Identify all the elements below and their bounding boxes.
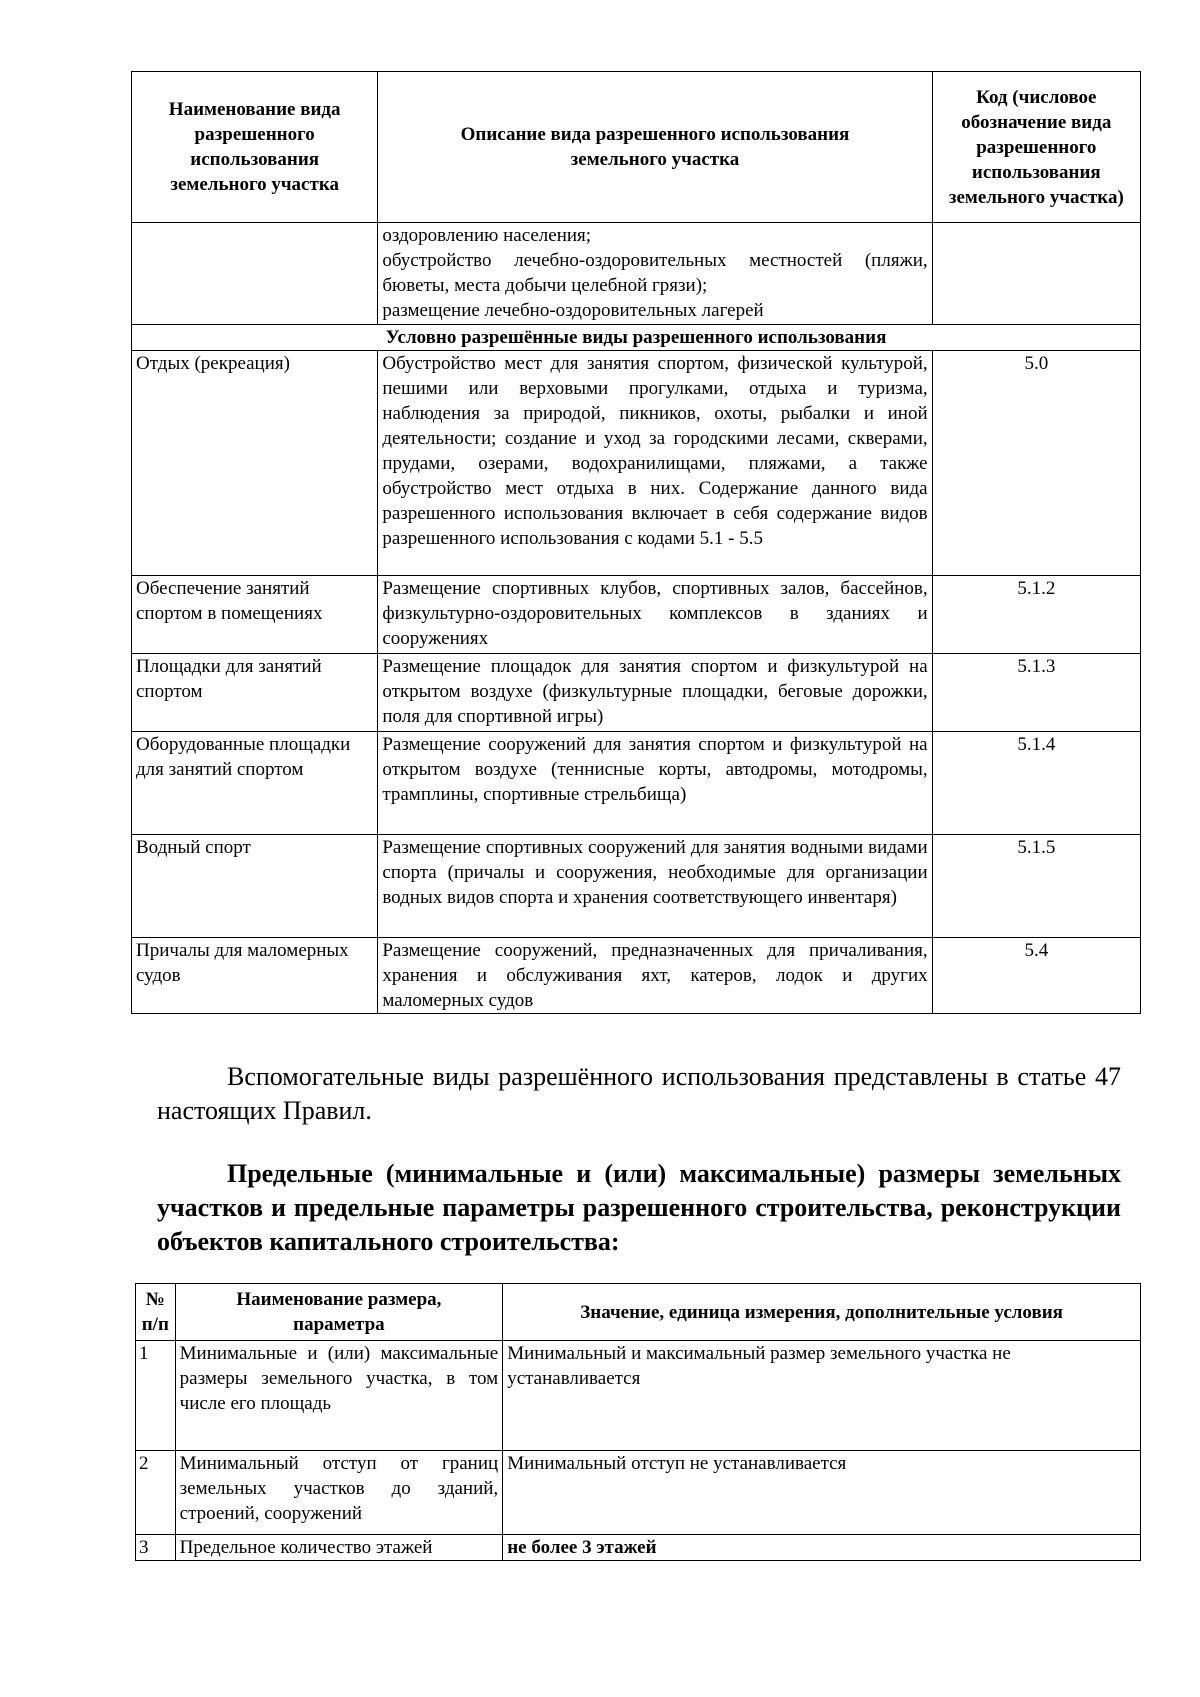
continuation-code (932, 223, 1140, 325)
continuation-line: обустройство лечебно-оздоровительных местностей (пляжи, бюветы, места добычи целебной грязи); (382, 250, 928, 296)
row-value: Минимальный и максимальный размер земельного участка не устанавливается (503, 1341, 1141, 1451)
row-value: Минимальный отступ не устанавливается (503, 1451, 1141, 1535)
row-param-name: Минимальные и (или) максимальные размеры земельного участка, в том числе его площадь (175, 1341, 503, 1451)
table-row (132, 576, 1141, 654)
header-param-name: Наименование размера, параметра (175, 1284, 503, 1341)
parameters-table (135, 1283, 1141, 1561)
table-row-continuation (132, 223, 1141, 325)
header-description: Описание вида разрешенного использования земельного участка (378, 72, 932, 223)
row-code: 5.1.2 (932, 576, 1140, 654)
row-description: Размещение спортивных клубов, спортивных залов, бассейнов, физкультурно-оздоровительных комплексов в зданиях и сооружениях (378, 576, 932, 654)
continuation-line: оздоровлению населения; (382, 225, 592, 246)
table-row (132, 938, 1141, 1014)
header-code: Код (числовое обозначение вида разрешенного использования земельного участка) (932, 72, 1140, 223)
row-name: Оборудованные площадки для занятий спортом (132, 732, 378, 835)
row-description: Размещение сооружений, предназначенных для причаливания, хранения и обслуживания яхт, катеров, лодок и других маломерных судов (378, 938, 932, 1014)
row-description: Размещение сооружений для занятия спортом и физкультурой на открытом воздухе (теннисные корты, автодромы, мотодромы, трамплины, спортивные стрельбища) (378, 732, 932, 835)
row-code: 5.1.3 (932, 654, 1140, 732)
table-row (132, 351, 1141, 576)
header-num: № п/п (136, 1284, 176, 1341)
section-row (132, 325, 1141, 351)
table-row (136, 1535, 1141, 1561)
row-value: не более 3 этажей (503, 1535, 1141, 1561)
table-row (132, 732, 1141, 835)
row-description: Размещение спортивных сооружений для занятия водными видами спорта (причалы и сооружения, необходимые для организации водных видов спорта и хранения соответствующего инвентаря) (378, 835, 932, 938)
row-code: 5.1.4 (932, 732, 1140, 835)
row-code: 5.0 (932, 351, 1140, 576)
continuation-name (132, 223, 378, 325)
row-param-name: Предельное количество этажей (175, 1535, 503, 1561)
table-row (132, 654, 1141, 732)
row-name: Причалы для маломерных судов (132, 938, 378, 1014)
header-name: Наименование вида разрешенного использования земельного участка (132, 72, 378, 223)
table-header-row (136, 1284, 1141, 1341)
row-description: Размещение площадок для занятия спортом и физкультурой на открытом воздухе (физкультурные площадки, беговые дорожки, поля для спортивной игры) (378, 654, 932, 732)
row-name: Водный спорт (132, 835, 378, 938)
row-param-name: Минимальный отступ от границ земельных участков до зданий, строений, сооружений (175, 1451, 503, 1535)
row-name: Обеспечение занятий спортом в помещениях (132, 576, 378, 654)
limits-heading-paragraph: Предельные (минимальные и (или) максимальные) размеры земельных участков и предельные параметры разрешенного строительства, реконструкции объектов капитального строительства: (157, 1159, 1121, 1256)
table-row (136, 1451, 1141, 1535)
row-num: 2 (136, 1451, 176, 1535)
continuation-description (378, 223, 932, 325)
table-header-row (132, 72, 1141, 223)
continuation-line: размещение лечебно-оздоровительных лагерей (382, 300, 764, 321)
row-name: Отдых (рекреация) (132, 351, 378, 576)
row-num: 3 (136, 1535, 176, 1561)
land-use-table (131, 71, 1141, 1014)
header-value: Значение, единица измерения, дополнительные условия (503, 1284, 1141, 1341)
auxiliary-uses-paragraph: Вспомогательные виды разрешённого использования представлены в статье 47 настоящих Правил. (157, 1062, 1121, 1125)
table-row (132, 835, 1141, 938)
row-code: 5.4 (932, 938, 1140, 1014)
section-title: Условно разрешённые виды разрешенного использования (132, 325, 1141, 351)
row-num: 1 (136, 1341, 176, 1451)
table-row (136, 1341, 1141, 1451)
row-code: 5.1.5 (932, 835, 1140, 938)
row-description: Обустройство мест для занятия спортом, физической культурой, пешими или верховыми прогулками, отдыха и туризма, наблюдения за природой, пикников, охоты, рыбалки и иной деятельности; создание и уход за городскими лесами, скверами, прудами, озерами, водохранилищами, пляжами, а также обустройство мест отдыха в них. Содержание данного вида разрешенного использования включает в себя содержание видов разрешенного использования с кодами 5.1 - 5.5 (378, 351, 932, 576)
row-name: Площадки для занятий спортом (132, 654, 378, 732)
